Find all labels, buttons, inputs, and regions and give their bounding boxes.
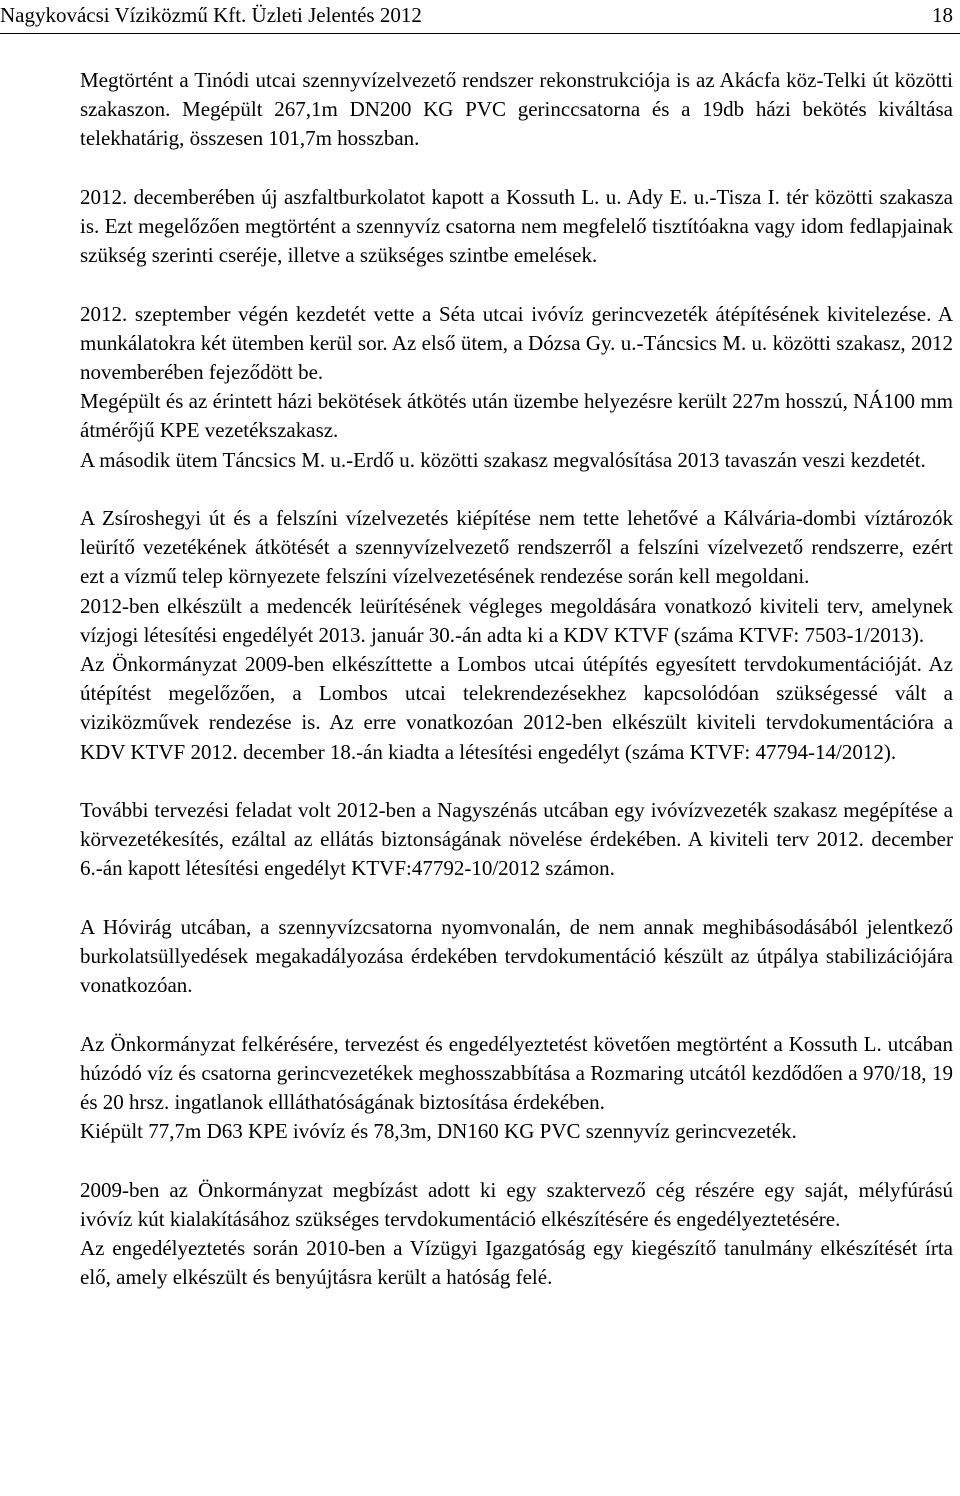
paragraph: 2009-ben az Önkormányzat megbízást adott ki egy szaktervező cég részére egy saját, mélyfúrású ivóvíz kút kialakításához szükséges tervdokumentáció elkészítésére és engedélyeztetésére. <box>80 1177 953 1231</box>
paragraph: Az Önkormányzat 2009-ben elkészíttette a Lombos utcai útépítés egyesített tervdokumentációját. Az útépítést megelőzően, a Lombos utcai telekrendezésekhez kapcsolódóan szükségessé vált a viziközművek rendezése is. Az erre vonatkozóan 2012-ben elkészült kiviteli tervdokumentációra a KDV KTVF 2012. december 18.-án kiadta a létesítési engedélyt (száma KTVF: 47794-14/2012). <box>80 652 953 764</box>
paragraph-gap <box>80 884 953 913</box>
paragraph-gap <box>80 767 953 796</box>
paragraph: Az engedélyeztetés során 2010-ben a Vízügyi Igazgatóság egy kiegészítő tanulmány elkészítését írta elő, amely elkészült és benyújtásra került a hatóság felé. <box>80 1236 953 1290</box>
paragraph-gap <box>80 154 953 183</box>
paragraph: 2012. decemberében új aszfaltburkolatot kapott a Kossuth L. u. Ady E. u.-Tisza I. tér közötti szakasza is. Ezt megelőzően megtörtént a szennyvíz csatorna nem megfelelő tisztítóakna vagy idom fedlapjainak szükség szerinti cseréje, illetve a szükséges szintbe emelések. <box>80 184 953 268</box>
paragraph: 2012. szeptember végén kezdetét vette a Séta utcai ivóvíz gerincvezeték átépítésének kivitelezése. A munkálatokra két ütemben kerül sor. Az első ütem, a Dózsa Gy. u.-Táncsics M. u. közötti szakasz, 2012 novemberében fejeződött be. <box>80 301 953 384</box>
paragraph-gap <box>80 270 953 299</box>
document-body <box>80 66 953 1292</box>
paragraph: A Zsíroshegyi út és a felszíni vízelvezetés kiépítése nem tette lehetővé a Kálvária-dombi víztározók leürítő vezetékének átkötését a szennyvízelvezető rendszerről a felszíni vízelvezető rendszerre, ezért ezt a vízmű telep környezete felszíni vízelvezetésének rendezése során kell megoldani. <box>80 506 953 589</box>
paragraph-gap <box>80 475 953 504</box>
paragraph: Az Önkormányzat felkérésére, tervezést és engedélyeztetést követően megtörtént a Kossuth L. utcában húzódó víz és csatorna gerincvezetékek meghosszabbítása a Rozmaring utcától kezdődően a 970/18, 19 és 20 hrsz. ingatlanok ellláthatóságának biztosítása érdekében. <box>80 1031 953 1115</box>
paragraph: Megépült és az érintett házi bekötések átkötés után üzembe helyezésre került 227m hosszú, NÁ100 mm átmérőjű KPE vezetékszakasz. <box>80 389 953 443</box>
paragraph-gap <box>80 1000 953 1029</box>
page-number: 18 <box>932 3 953 27</box>
paragraph: Megtörtént a Tinódi utcai szennyvízelvezető rendszer rekonstrukciója is az Akácfa köz-Telki út közötti szakaszon. Megépült 267,1m DN200 KG PVC gerinccsatorna és a 19db házi bekötés kiváltása telekhatárig, összesen 101,7m hosszban. <box>80 68 953 151</box>
page-header <box>0 0 960 34</box>
paragraph: További tervezési feladat volt 2012-ben a Nagyszénás utcában egy ivóvízvezeték szakasz megépítése a körvezetékesítés, ezáltal az ellátás biztonságának növelése érdekében. A kiviteli terv 2012. december 6.-án kapott létesítési engedélyt KTVF:47792-10/2012 számon. <box>80 798 953 881</box>
paragraph: 2012-ben elkészült a medencék leürítésének végleges megoldására vonatkozó kiviteli terv, amelynek vízjogi létesítési engedélyét 2013. január 30.-án adta ki a KDV KTVF (száma KTVF: 7503-1/2013). <box>80 593 953 647</box>
paragraph: A második ütem Táncsics M. u.-Erdő u. közötti szakasz megvalósítása 2013 tavaszán veszi kezdetét. <box>80 447 926 472</box>
paragraph-gap <box>80 1146 953 1175</box>
paragraph: A Hóvirág utcában, a szennyvízcsatorna nyomvonalán, de nem annak meghibásodásából jelentkező burkolatsüllyedések megakadályozása érdekében tervdokumentáció készült az útpálya stabilizációjára vonatkozóan. <box>80 914 953 998</box>
paragraph: Kiépült 77,7m D63 KPE ivóvíz és 78,3m, DN160 KG PVC szennyvíz gerincvezeték. <box>80 1119 797 1144</box>
header-title: Nagykovácsi Víziközmű Kft. Üzleti Jelentés 2012 <box>0 3 422 27</box>
